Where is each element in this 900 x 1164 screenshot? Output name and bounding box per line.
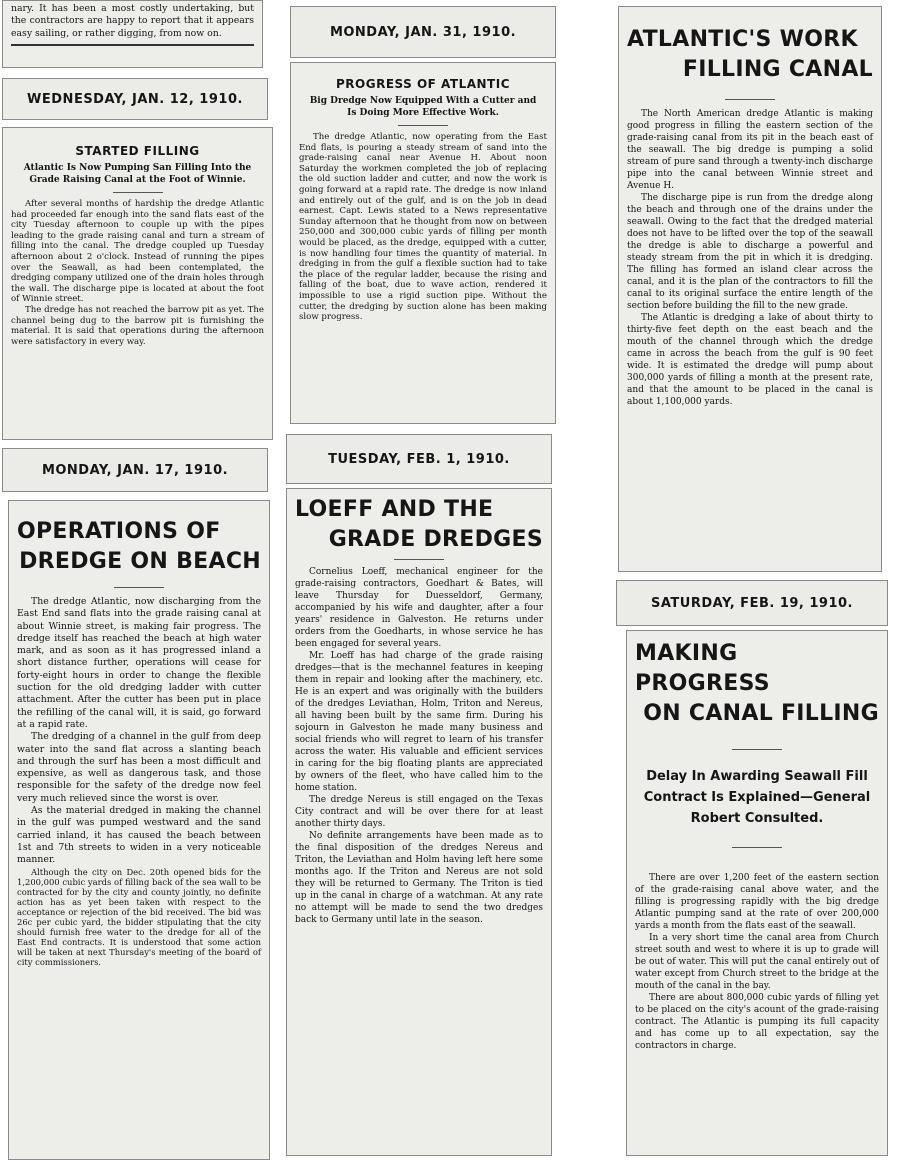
paragraph: Although the city on Dec. 20th opened bids for the 1,200,000 cubic yards of filling back of the sea wall to be contracted for by the city and county jointly, no definite action has as yet been taken with respect to the acceptance or rejection of the bid received. The bid was 26c per cubic yard, the bidder stipulating that the city should furnish free water to the dredge for all of the East End contracts. It is understood that some action will be taken at next Thursday's meeting of the board of city commissioners. bbox=[17, 866, 261, 967]
clipping-loeff-and-grade-dredges bbox=[286, 488, 552, 1156]
paragraph: Cornelius Loeff, mechanical engineer for the grade-raising contractors, Goedhart & Bates, will leave Thursday for Duesseldorf, Germany, accompanied by his wife and daughter, after a four years' residence in Galveston. He returns under orders from the Goedharts, in whose service he has been engaged for several years. bbox=[295, 567, 543, 649]
paragraph: As the material dredged in making the channel in the gulf was pumped westward and the sand carried inland, it has caused the beach between 1st and 7th streets to widen in a very noticeable manner. bbox=[17, 805, 261, 866]
clipping-started-filling bbox=[2, 127, 273, 440]
paragraph: The dredge Atlantic, now discharging from the East End sand flats into the grade raising canal at about Winnie street, is making fair progress. The dredge itself has reached the beach at high water mark, and as soon as it has progressed inland a short distance further, operations will cease for forty-eight hours in order to change the flexible suction for the old dredging ladder with cutter attachment. After the cutter has been put in place the refilling of the canal will, it is said, go forward at a rapid rate. bbox=[17, 596, 261, 730]
paragraph: The dredge Nereus is still engaged on the Texas City contract and will be over there for at least another thirty days. bbox=[295, 795, 543, 829]
divider bbox=[732, 847, 782, 848]
article-body bbox=[627, 108, 873, 408]
paragraph: The North American dredge Atlantic is making good progress in filling the eastern section of the grade-raising canal from its pit in the beach east of the seawall. The big dredge is pumping a solid stream of pure sand through a twenty-inch discharge pipe into the canal between Winnie street and Avenue H. bbox=[627, 109, 873, 191]
clipping-progress-of-atlantic bbox=[290, 62, 556, 424]
headline-line-2: ON CANAL FILLING bbox=[643, 701, 879, 726]
paragraph: The dredge Atlantic, now operating from the East End flats, is pouring a steady stream of sand into the grade-raising canal near Avenue H. About noon Saturday the workmen completed the job of replacing the old suction ladder and cutter, and now the work is going forward at a rapid rate. The dredge is now inland and entirely out of the gulf, and is on the job in dead earnest. Capt. Lewis stated to a News representative Sunday afternoon that he thought from now on between 250,000 and 300,000 cubic yards of filling per month would be placed, as the dredge, equipped with a cutter, is now handling four times the quantity of material. In dredging in from the gulf a flexible suction had to take the place of the regular ladder, because the rising and falling of the boat, due to wave action, rendered it impossible to use a rigid suction pipe. Without the cutter, the dredging by suction alone has been making slow progress. bbox=[299, 132, 547, 323]
headline bbox=[627, 25, 873, 85]
headline-line-1: ATLANTIC'S WORK bbox=[627, 27, 858, 52]
fragment-top-clipping bbox=[2, 0, 263, 68]
headline: PROGRESS OF ATLANTIC bbox=[336, 77, 510, 91]
paragraph: Mr. Loeff has had charge of the grade raising dredges—that is the mechannel features in keeping them in repair and looking after the machinery, etc. He is an expert and was originally with the builders of the dredges Leviathan, Holm, Triton and Nereus, all having been built by the same firm. During his sojourn in Galveston he made many business and social friends who will regret to learn of his transfer across the water. His valuable and efficient services in caring for the big floating plants are appreciated by owners of the fleet, who have called him to the home station. bbox=[295, 651, 543, 793]
divider bbox=[113, 192, 163, 193]
headline-line-2: FILLING CANAL bbox=[682, 57, 873, 82]
headline-line-1: LOEFF AND THE bbox=[295, 497, 494, 522]
article-body bbox=[299, 132, 547, 323]
divider bbox=[732, 749, 782, 750]
subheadline: Atlantic Is Now Pumping San Filling Into the Grade Raising Canal at the Foot of Winnie. bbox=[23, 163, 252, 185]
divider bbox=[398, 125, 448, 126]
subheadline: Delay In Awarding Seawall Fill Contract Is Explained—General Robert Consulted. bbox=[643, 769, 871, 826]
article-body bbox=[11, 199, 264, 347]
clipping-making-progress bbox=[626, 630, 888, 1156]
divider bbox=[725, 99, 775, 100]
article-body bbox=[295, 566, 543, 926]
date-header-feb1: TUESDAY, FEB. 1, 1910. bbox=[286, 434, 552, 484]
date-header-jan31: MONDAY, JAN. 31, 1910. bbox=[290, 6, 556, 58]
divider bbox=[394, 559, 444, 560]
paragraph: The discharge pipe is run from the dredge along the beach and through one of the drains under the seawall. Owing to the fact that the dredged material does not have to be lifted over the top of the seawall the dredge is able to discharge a powerful and steady stream from the pit in which it is dredging. The filling has formed an island clear across the canal, and it is the plan of the contractors to fill the canal to its original surface the entire length of the section before building the fill to the new grade. bbox=[627, 193, 873, 311]
paragraph: There are over 1,200 feet of the eastern section of the grade-raising canal above water, and the filling is progressing rapidly with the big dredge Atlantic pumping sand at the rate of over 200,000 yards a month from the flats east of the seawall. bbox=[635, 873, 879, 931]
headline-line-2: GRADE DREDGES bbox=[328, 527, 543, 552]
divider bbox=[11, 44, 254, 46]
paragraph: No definite arrangements have been made as to the final disposition of the dredges Nereus and Triton, the Leviathan and Holm having left here some months ago. If the Triton and Nereus are not sold they will be returned to Germany. The Triton is tied up in the canal in charge of a watchman. At any rate no attempt will be made to send the two dredges back to Germany until late in the season. bbox=[295, 831, 543, 925]
headline: STARTED FILLING bbox=[75, 144, 200, 158]
headline-line-1: MAKING PROGRESS bbox=[635, 641, 770, 696]
date-header-jan12: WEDNESDAY, JAN. 12, 1910. bbox=[2, 78, 268, 120]
paragraph: The Atlantic is dredging a lake of about thirty to thirty-five feet depth on the east beach and the mouth of the channel through which the dredge came in across the beach from the gulf is 90 feet wide. It is estimated the dredge will pump about 300,000 yards of filling a month at the present rate, and that the amount to be placed in the canal is about 1,100,000 yards. bbox=[627, 313, 873, 407]
fragment-top-text: nary. It has been a most costly undertaking, but the contractors are happy to report that it appears easy sailing, or rather digging, from now on. bbox=[11, 3, 254, 39]
paragraph: In a very short time the canal area from Church street south and west to where it is up to grade will be out of water. This will put the canal entirely out of water except from Church street to the bridge at the mouth of the canal in the bay. bbox=[635, 933, 879, 991]
subheadline: Big Dredge Now Equipped With a Cutter and Is Doing More Effective Work. bbox=[309, 96, 537, 118]
paragraph: There are about 800,000 cubic yards of filling yet to be placed on the city's acount of the grade-raising contract. The Atlantic is pumping its full capacity and has come up to all expectation, say the contractors in charge. bbox=[635, 993, 879, 1051]
paragraph: The dredging of a channel in the gulf from deep water into the sand flat across a slanting beach and through the surf has been a most difficult and expensive, as well as dangerous task, and those responsible for the safety of the dredge now feel very much relieved since the worst is over. bbox=[17, 731, 261, 804]
clipping-atlantics-work bbox=[618, 6, 882, 572]
date-header-jan17: MONDAY, JAN. 17, 1910. bbox=[2, 448, 268, 492]
paragraph: After several months of hardship the dredge Atlantic had proceeded far enough into the sand flats east of the city Tuesday afternoon to couple up with the pipes leading to the grade raising canal and turn a stream of filling into the canal. The dredge coupled up Tuesday afternoon about 2 o'clock. Instead of running the pipes over the Seawall, as had been contemplated, the dredging company utilized one of the drain holes through the wall. The discharge pipe is located at about the foot of Winnie street. bbox=[11, 199, 264, 305]
divider bbox=[114, 587, 164, 588]
headline bbox=[17, 517, 261, 577]
clipping-operations-of-dredge bbox=[8, 500, 270, 1160]
article-body bbox=[17, 596, 261, 967]
paragraph: The dredge has not reached the barrow pit as yet. The channel being dug to the barrow pit is furnishing the material. It is said that operations during the afternoon were satisfactory in every way. bbox=[11, 304, 264, 347]
date-header-feb19: SATURDAY, FEB. 19, 1910. bbox=[616, 580, 888, 626]
headline-line-2: DREDGE ON BEACH bbox=[19, 549, 261, 574]
headline bbox=[635, 639, 879, 729]
headline-line-1: OPERATIONS OF bbox=[17, 519, 221, 544]
article-body bbox=[635, 872, 879, 1052]
headline bbox=[295, 495, 543, 555]
